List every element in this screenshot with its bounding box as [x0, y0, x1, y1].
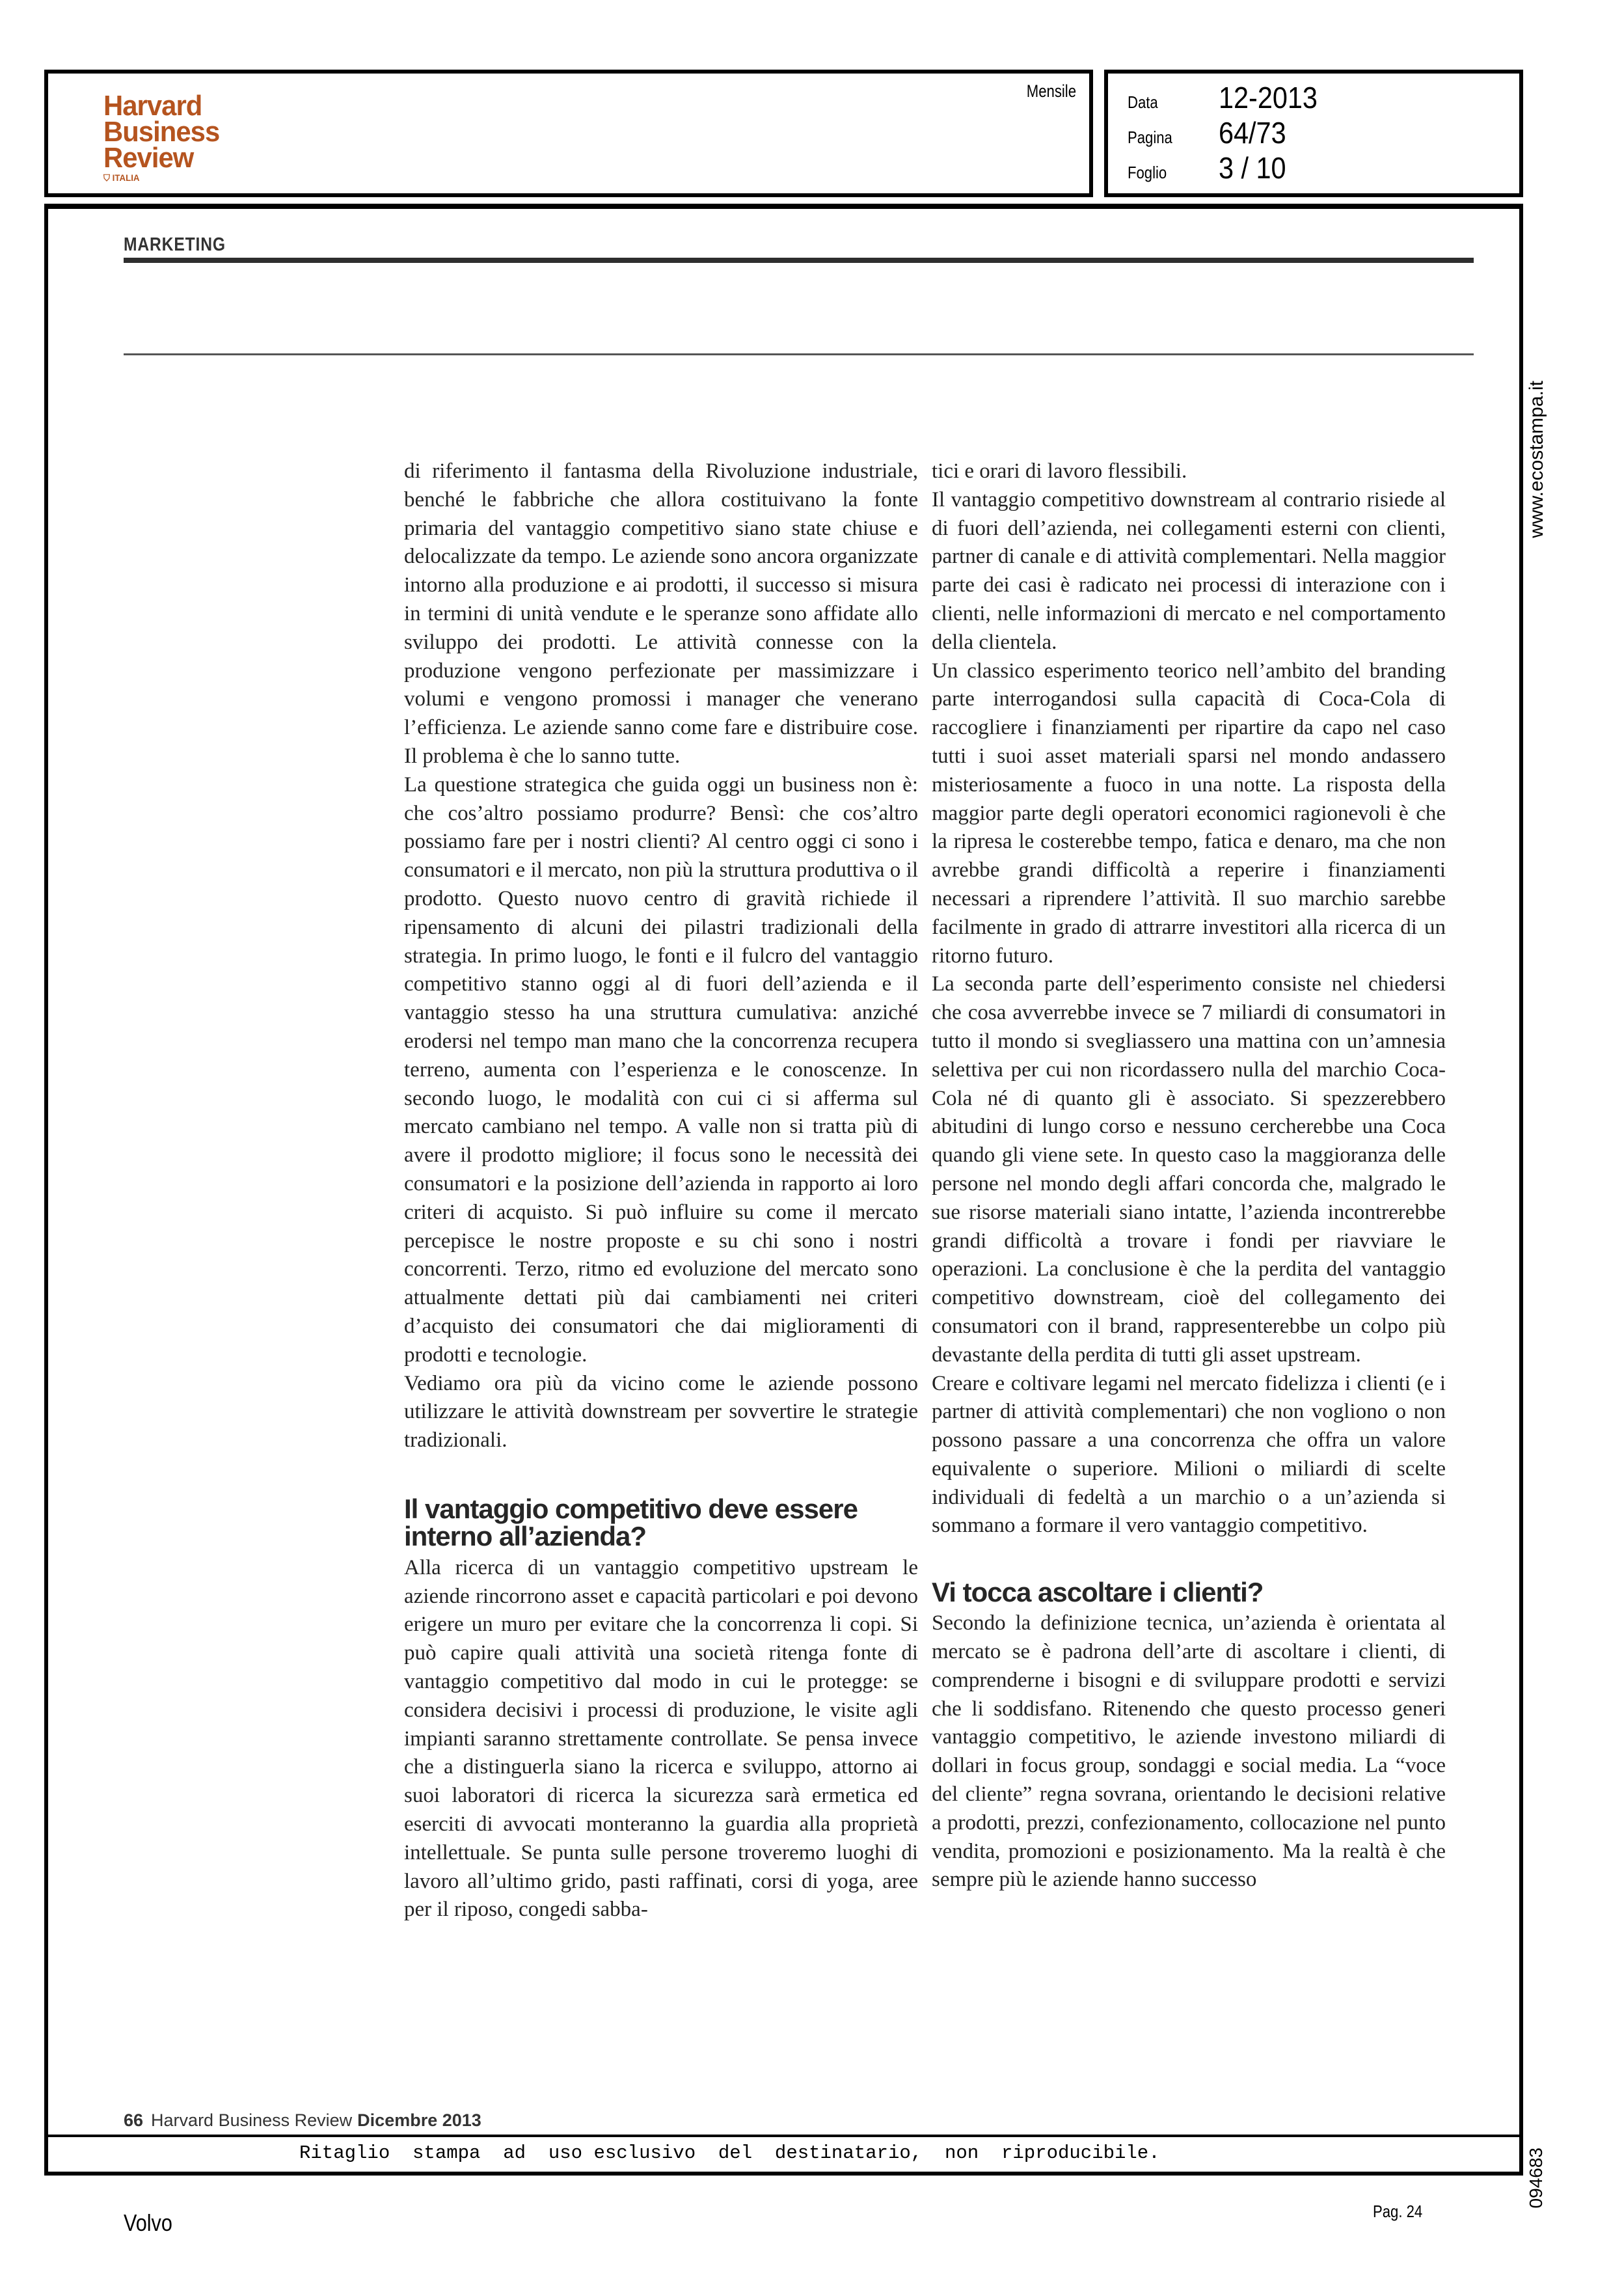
- meta-sheet-value: 3 / 10: [1219, 151, 1286, 185]
- disclaimer-divider: [44, 2135, 1523, 2137]
- meta-date-value: 12-2013: [1219, 81, 1318, 115]
- paragraph: Un classico esperimento teorico nell’ambito del branding parte interrogandosi sulla capacità di Coca-Cola di raccogliere i finanziamenti per ripartire da capo nel caso tutti i suoi asset materiali sparsi nel mondo andassero misteriosamente a fuoco in una notte. La risposta della maggior parte degli operatori economici ragionevoli è che la ripresa le costerebbe tempo, fatica e denaro, ma che non avrebbe grandi difficoltà a reperire i finanziamenti necessari a riprendere l’attività. Il suo marchio sarebbe facilmente in grado di attrarre investitori alla ricerca di un ritorno futuro.: [932, 659, 1446, 968]
- article-column-left: [404, 457, 918, 1924]
- section-rule-thin: [124, 353, 1474, 355]
- paragraph: tici e orari di lavoro flessibili.: [932, 459, 1187, 483]
- header-publication-box: [44, 70, 1093, 197]
- meta-page-label: Pagina: [1128, 128, 1172, 147]
- meta-sheet-row: [1128, 150, 1293, 185]
- section-rule-thick: [124, 258, 1474, 263]
- paragraph: La seconda parte dell’esperimento consiste nel chiedersi che cosa avverrebbe invece se 7 miliardi di consumatori in tutto il mondo si svegliassero una mattina con un’amnesia selettiva per cui non ricordassero nulla del marchio Coca-Cola né di quanto gli è associato. Si spezzerebbero abitudini di lungo corso e nessuno cercherebbe una Coca quando gli viene sete. In questo caso la maggioranza delle persone nel mondo degli affari concorda che, malgrado le sue risorse materiali siano intatte, l’azienda incontrerebbe grandi difficoltà a trovare i fondi per riavviare le operazioni. La conclusione è che la perdita del vantaggio competitivo downstream, cioè del collegamento dei consumatori con il brand, rappresenterebbe un colpo più devastante della perdita di tutti gli asset upstream.: [932, 972, 1446, 1367]
- website-text: www.ecostampa.it: [1526, 381, 1547, 538]
- page-reference: Pag. 24: [1373, 2202, 1423, 2221]
- shield-icon: ⛉: [103, 172, 113, 183]
- logo-line-3: Review: [103, 142, 194, 174]
- meta-page-row: [1128, 115, 1293, 150]
- paragraph: Vediamo ora più da vicino come le aziende possono utilizzare le attività downstream per sovvertire le strategie tradizionali.: [404, 1371, 918, 1453]
- hbr-logo: [103, 90, 220, 183]
- disclaimer-text: Ritaglio stampa ad uso esclusivo del destinatario, non riproducibile.: [299, 2142, 1160, 2164]
- meta-sheet-label: Foglio: [1128, 163, 1167, 182]
- subheading-right: Vi tocca ascoltare i clienti?: [932, 1577, 1264, 1608]
- paragraph: La questione strategica che guida oggi un business non è: che cos’altro possiamo produrre? Bensì: che cos’altro possiamo fare per i nostri clienti? Al centro oggi ci sono i consumatori e il mercato, non più la struttura produttiva o il prodotto. Questo nuovo centro di gravità richiede il ripensamento di alcuni dei pilastri tradizionali della strategia. In primo luogo, le fonti e il fulcro del vantaggio competitivo stanno oggi al di fuori dell’azienda e il vantaggio stesso ha una struttura cumulativa: anziché erodersi nel tempo man mano che la concorrenza recupera terreno, aumenta con l’esperienza e le conoscenze. In secondo luogo, le modalità con cui ci si afferma sul mercato cambiano nel tempo. A valle non si tratta più di avere il prodotto migliore; il focus sono le necessità dei consumatori e la posizione dell’azienda in rapporto ai loro criteri di acquisto. Si può influire su come il mercato percepisce le nostre proposte e su chi sono i nostri concorrenti. Terzo, ritmo ed evoluzione del mercato sono attualmente dettati più dai cambiamenti nei criteri d’acquisto dei consumatori che dai miglioramenti di prodotti e tecnologie.: [404, 772, 918, 1367]
- header-meta-box: [1104, 70, 1523, 197]
- publication-name: Harvard Business Review: [151, 2110, 353, 2130]
- article-column-right: [932, 457, 1446, 1894]
- page-number: 66: [124, 2110, 144, 2130]
- frequency-label: Mensile: [1026, 81, 1076, 101]
- meta-date-label: Data: [1128, 92, 1158, 112]
- page-footer: [124, 2110, 481, 2131]
- logo-italia: [103, 172, 219, 183]
- paragraph: Secondo la definizione tecnica, un’azienda è orientata al mercato se è padrona dell’arte di ascoltare i clienti, di comprenderne i bisogni e di sviluppare prodotti e servizi che li soddisfano. Ritenendo che questo processo generi vantaggio competitivo, le aziende investono miliardi di dollari in focus group, sondaggi e social media. La “voce del cliente” regna sovrana, orientando le decisioni relative a prodotti, prezzi, confezionamento, collocazione nel punto vendita, promozioni e posizionamento. Ma la realtà è che sempre più le aziende hanno successo: [932, 1611, 1446, 1892]
- paragraph: Creare e coltivare legami nel mercato fidelizza i clienti (e i partner di attività complementari) che non vogliono o non possono passare a una concorrenza che offra un valore equivalente o superiore. Milioni o miliardi di scelte individuali di fedeltà a un marchio o a un’azienda si sommano a formare il vero vantaggio competitivo.: [932, 1371, 1446, 1538]
- meta-date-row: [1128, 80, 1329, 115]
- logo-line-1: Harvard: [103, 90, 202, 122]
- client-name: Volvo: [124, 2209, 172, 2236]
- meta-page-value: 64/73: [1219, 116, 1286, 150]
- clipping-code-text: 094683: [1526, 2148, 1546, 2209]
- logo-sub-text: ITALIA: [112, 172, 140, 183]
- paragraph: Il vantaggio competitivo downstream al contrario risiede al di fuori dell’azienda, nei collegamenti esterni con clienti, partner di canale e di attività complementari. Nella maggior parte dei casi è radicato nei processi di interazione con i clienti, nelle informazioni di mercato e nel comportamento della clientela.: [932, 487, 1446, 654]
- paragraph: Alla ricerca di un vantaggio competitivo upstream le aziende rincorrono asset e capacità particolari e poi devono erigere un muro per evitare che la concorrenza li copi. Si può capire quali attività una società ritenga fonte di vantaggio competitivo dal modo in cui le protegge: se considera decisivi i processi di produzione, le visite agli impianti saranno strettamente controllate. Se pensa invece che a distinguerla siano la ricerca e sviluppo, attorno ai suoi laboratori di ricerca la sicurezza sarà ermetica ed eserciti di avvocati monteranno la guardia alla proprietà intellettuale. Se punta sulle persone troveremo luoghi di lavoro all’ultimo grido, pasti raffinati, corsi di yoga, aree per il riposo, congedi sabba-: [404, 1555, 918, 1922]
- subheading-left: Il vantaggio competitivo deve essere interno all’azienda?: [404, 1493, 858, 1551]
- issue-date: Dicembre 2013: [357, 2110, 481, 2130]
- section-label: MARKETING: [124, 234, 226, 255]
- paragraph: di riferimento il fantasma della Rivoluzione industriale, benché le fabbriche che allora costituivano la fonte primaria del vantaggio competitivo siano state chiuse e delocalizzate da tempo. Le aziende sono ancora organizzate intorno alla produzione e ai prodotti, il successo si misura in termini di unità vendute e le speranze sono affidate allo sviluppo dei prodotti. Le attività connesse con la produzione vengono perfezionate per massimizzare i volumi e vengono promossi i manager che venerano l’efficienza. Le aziende sanno come fare e distribuire cose. Il problema è che lo sanno tutte.: [404, 459, 918, 768]
- website-watermark: [1526, 221, 1565, 538]
- logo-line-2: Business: [103, 116, 220, 148]
